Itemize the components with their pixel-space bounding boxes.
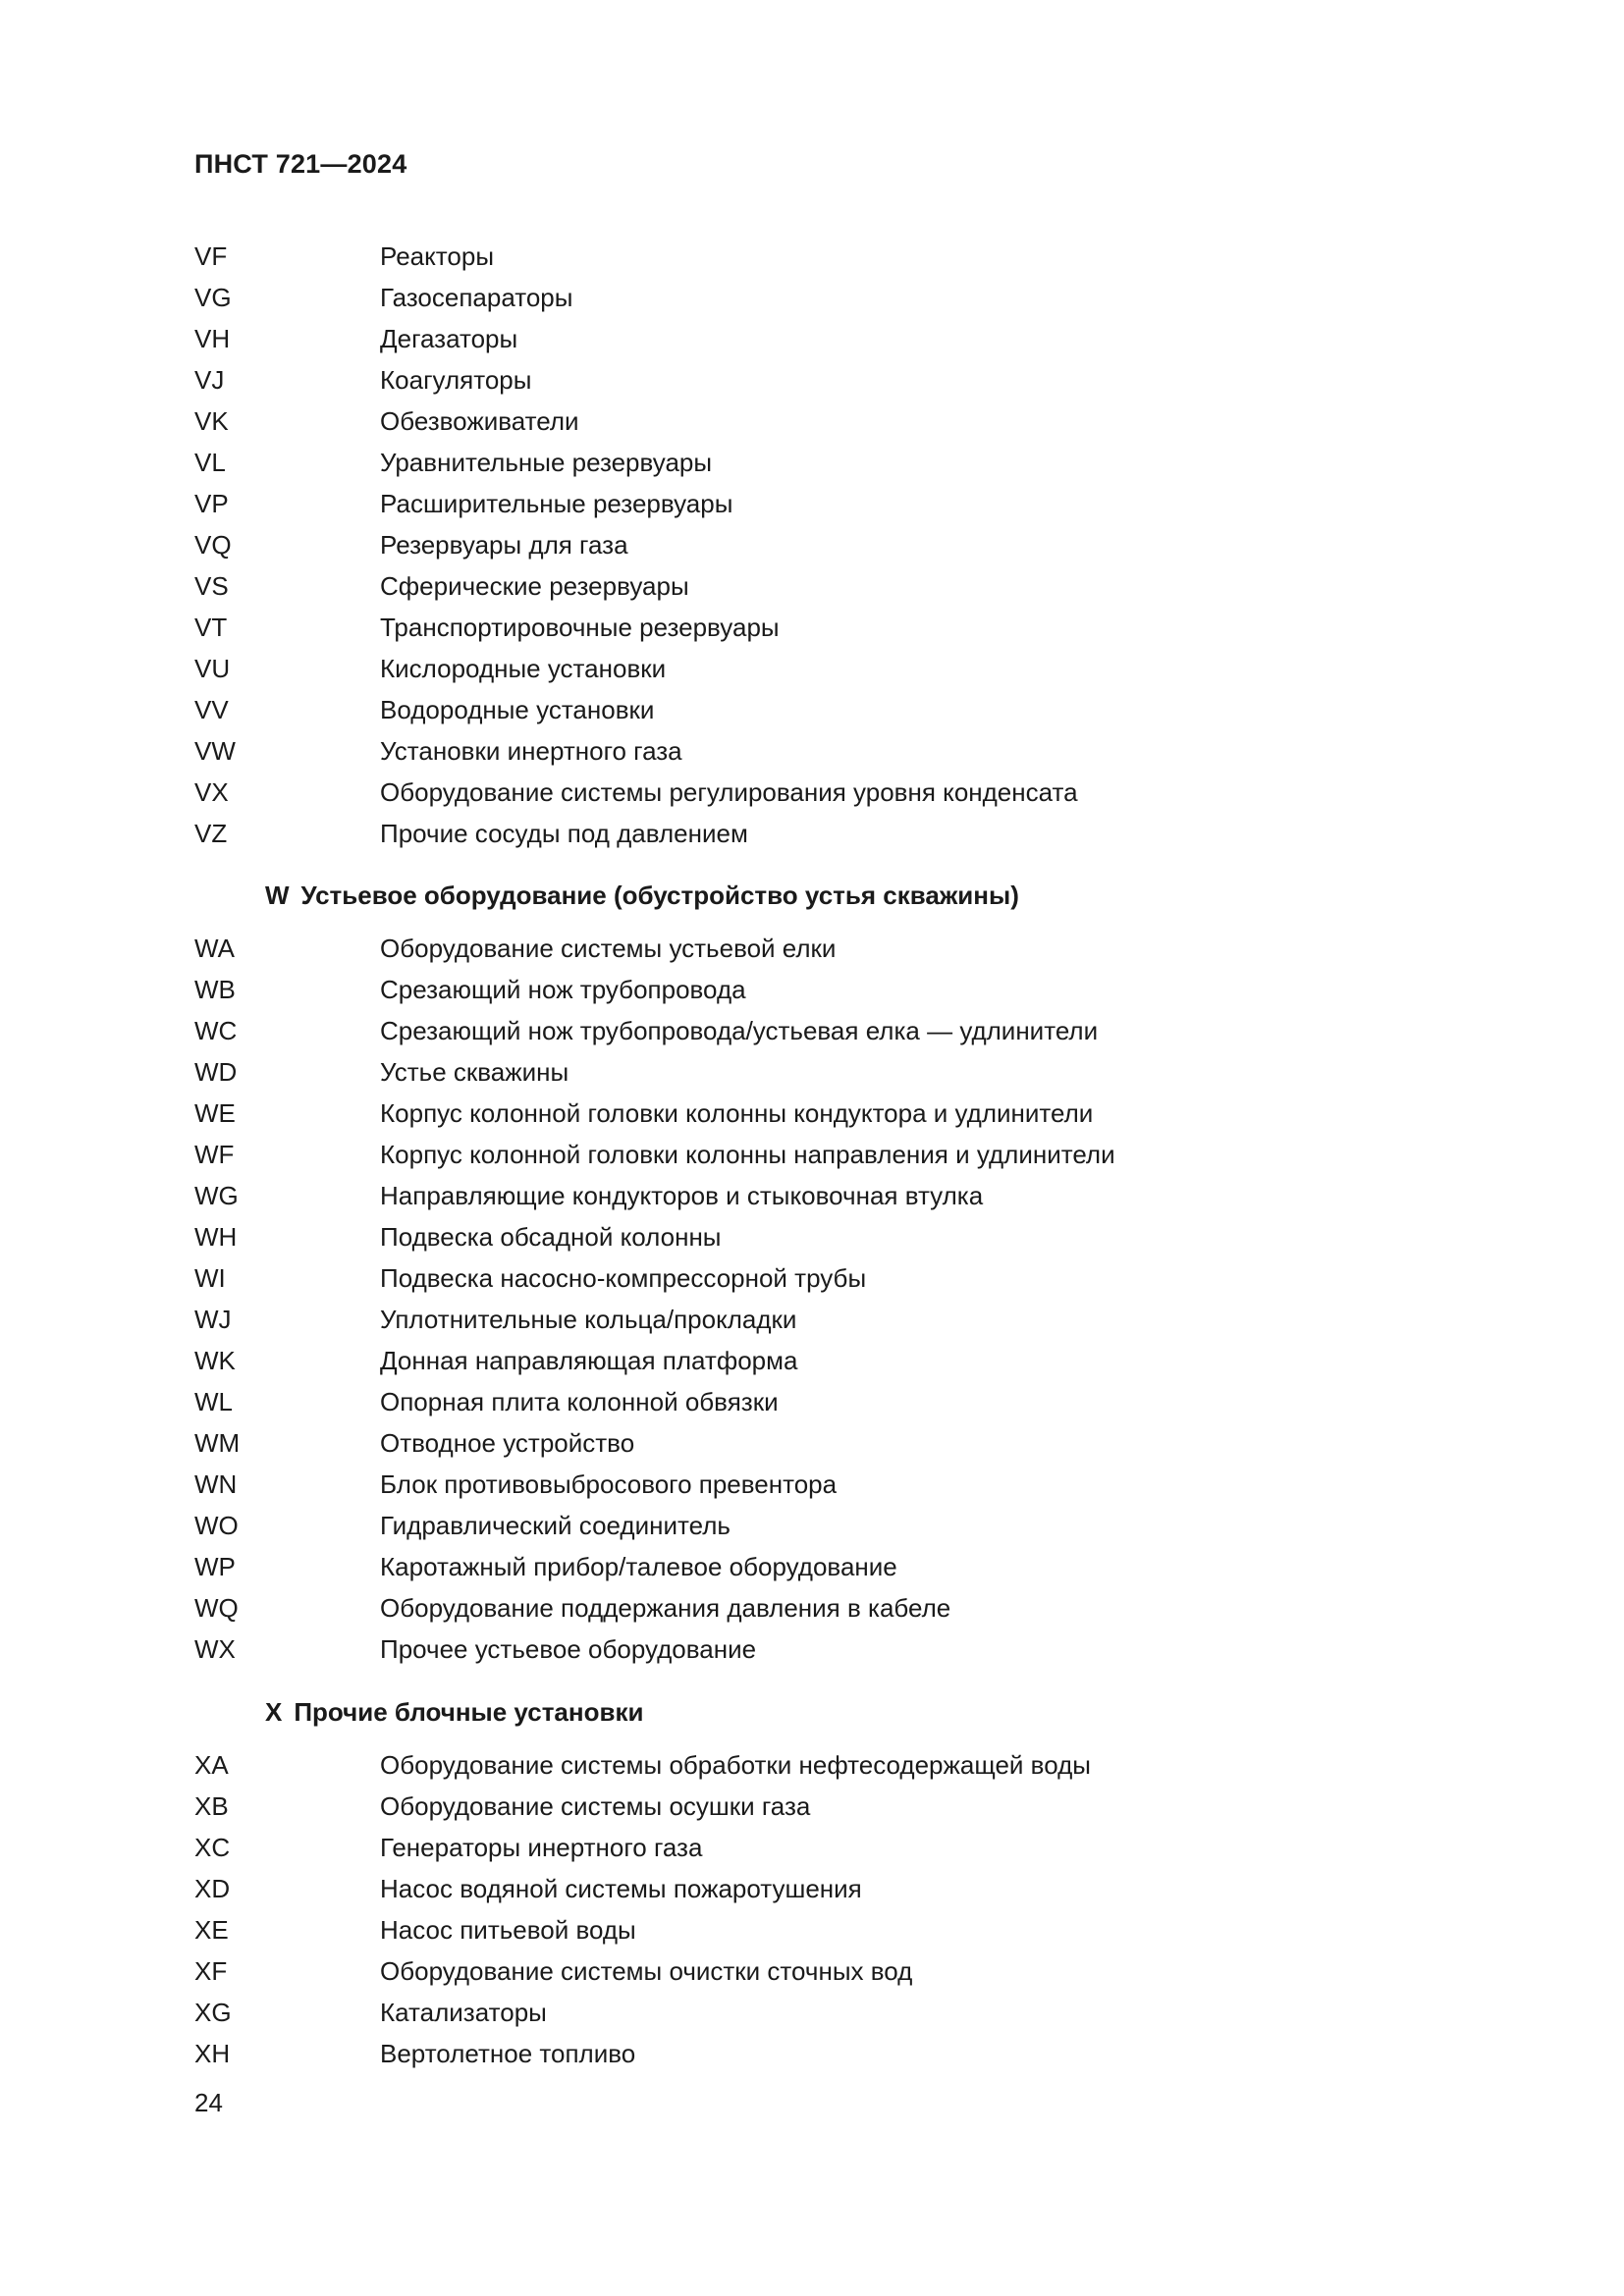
item-code: XB: [194, 1791, 229, 1821]
item-code: XG: [194, 1998, 232, 2027]
item-description: Прочее устьевое оборудование: [380, 1634, 757, 1664]
item-description: Срезающий нож трубопровода: [380, 975, 746, 1004]
item-code: XD: [194, 1874, 231, 1903]
section-x-heading: [265, 1697, 643, 1728]
item-description: Дегазаторы: [380, 324, 518, 353]
list-item: [194, 442, 1432, 483]
item-description: Расширительные резервуары: [380, 489, 733, 518]
list-item: [194, 1505, 1432, 1546]
item-code: WM: [194, 1428, 241, 1458]
item-description: Оборудование системы обработки нефтесодержащей воды: [380, 1750, 1091, 1780]
item-description: Подвеска обсадной колонны: [380, 1222, 722, 1252]
item-code: VL: [194, 448, 226, 477]
item-code: VW: [194, 736, 236, 766]
item-description: Отводное устройство: [380, 1428, 635, 1458]
list-item: [194, 1051, 1432, 1093]
section-w-heading: [265, 881, 1019, 911]
list-item: [194, 1786, 1432, 1827]
list-item: [194, 969, 1432, 1010]
item-description: Установки инертного газа: [380, 736, 682, 766]
item-description: Гидравлический соединитель: [380, 1511, 731, 1540]
list-item: [194, 1257, 1432, 1299]
list-item: [194, 359, 1432, 400]
item-code: WA: [194, 934, 235, 963]
list-item: [194, 1950, 1432, 1992]
item-code: VK: [194, 406, 229, 436]
item-code: WB: [194, 975, 236, 1004]
item-code: XA: [194, 1750, 229, 1780]
item-code: VT: [194, 613, 228, 642]
item-description: Генераторы инертного газа: [380, 1833, 703, 1862]
item-description: Водородные установки: [380, 695, 655, 724]
item-code: WI: [194, 1263, 226, 1293]
list-item: [194, 1422, 1432, 1464]
list-item: [194, 1909, 1432, 1950]
item-description: Насос водяной системы пожаротушения: [380, 1874, 862, 1903]
item-description: Подвеска насосно-компрессорной трубы: [380, 1263, 867, 1293]
section-v-list: [194, 236, 1432, 854]
list-item: [194, 772, 1432, 813]
item-code: VZ: [194, 819, 228, 848]
document-header: ПНСТ 721—2024: [194, 149, 407, 179]
section-x-list: [194, 1744, 1432, 2074]
item-description: Оборудование поддержания давления в кабеле: [380, 1593, 951, 1623]
list-item: [194, 524, 1432, 565]
item-description: Уплотнительные кольца/прокладки: [380, 1305, 797, 1334]
item-code: WK: [194, 1346, 236, 1375]
section-letter: X: [265, 1697, 283, 1727]
list-item: [194, 1175, 1432, 1216]
list-item: [194, 928, 1432, 969]
list-item: [194, 1744, 1432, 1786]
list-item: [194, 1546, 1432, 1587]
list-item: [194, 277, 1432, 318]
item-description: Устье скважины: [380, 1057, 569, 1087]
item-description: Донная направляющая платформа: [380, 1346, 798, 1375]
item-code: VQ: [194, 530, 232, 560]
item-code: WC: [194, 1016, 238, 1045]
item-code: WP: [194, 1552, 236, 1581]
list-item: [194, 483, 1432, 524]
item-code: VJ: [194, 365, 225, 395]
item-code: WH: [194, 1222, 238, 1252]
item-code: WX: [194, 1634, 236, 1664]
item-description: Корпус колонной головки колонны кондуктора и удлинители: [380, 1098, 1094, 1128]
item-description: Корпус колонной головки колонны направления и удлинители: [380, 1140, 1115, 1169]
item-description: Срезающий нож трубопровода/устьевая елка — удлинители: [380, 1016, 1099, 1045]
list-item: [194, 1340, 1432, 1381]
list-item: [194, 1464, 1432, 1505]
list-item: [194, 1629, 1432, 1670]
section-title: Устьевое оборудование (обустройство устья скважины): [300, 881, 1019, 910]
list-item: [194, 648, 1432, 689]
item-code: WN: [194, 1469, 238, 1499]
list-item: [194, 2033, 1432, 2074]
list-item: [194, 1868, 1432, 1909]
list-item: [194, 813, 1432, 854]
item-description: Газосепараторы: [380, 283, 573, 312]
item-description: Оборудование системы регулирования уровня конденсата: [380, 777, 1078, 807]
list-item: [194, 400, 1432, 442]
item-code: WG: [194, 1181, 239, 1210]
item-code: VF: [194, 241, 228, 271]
item-description: Опорная плита колонной обвязки: [380, 1387, 779, 1416]
item-description: Транспортировочные резервуары: [380, 613, 780, 642]
list-item: [194, 236, 1432, 277]
list-item: [194, 1299, 1432, 1340]
item-description: Оборудование системы очистки сточных вод: [380, 1956, 913, 1986]
section-letter: W: [265, 881, 290, 910]
item-description: Сферические резервуары: [380, 571, 689, 601]
item-code: XF: [194, 1956, 228, 1986]
item-description: Кислородные установки: [380, 654, 667, 683]
item-code: XE: [194, 1915, 229, 1945]
list-item: [194, 689, 1432, 730]
list-item: [194, 1134, 1432, 1175]
section-w-list: [194, 928, 1432, 1670]
item-code: WE: [194, 1098, 236, 1128]
item-description: Обезвоживатели: [380, 406, 579, 436]
item-code: XC: [194, 1833, 231, 1862]
item-description: Каротажный прибор/талевое оборудование: [380, 1552, 897, 1581]
list-item: [194, 607, 1432, 648]
item-code: WJ: [194, 1305, 232, 1334]
list-item: [194, 318, 1432, 359]
page-number: 24: [194, 2088, 223, 2117]
item-description: Коагуляторы: [380, 365, 532, 395]
list-item: [194, 565, 1432, 607]
item-code: WQ: [194, 1593, 239, 1623]
item-code: VV: [194, 695, 229, 724]
item-code: VG: [194, 283, 232, 312]
item-description: Катализаторы: [380, 1998, 547, 2027]
section-title: Прочие блочные установки: [294, 1697, 644, 1727]
item-description: Оборудование системы осушки газа: [380, 1791, 811, 1821]
item-code: VP: [194, 489, 229, 518]
list-item: [194, 1010, 1432, 1051]
item-code: VX: [194, 777, 229, 807]
list-item: [194, 730, 1432, 772]
list-item: [194, 1381, 1432, 1422]
item-description: Блок противовыбросового превентора: [380, 1469, 838, 1499]
item-code: WO: [194, 1511, 239, 1540]
list-item: [194, 1992, 1432, 2033]
list-item: [194, 1216, 1432, 1257]
item-description: Прочие сосуды под давлением: [380, 819, 748, 848]
item-code: VS: [194, 571, 229, 601]
item-description: Вертолетное топливо: [380, 2039, 636, 2068]
item-code: VH: [194, 324, 231, 353]
list-item: [194, 1093, 1432, 1134]
item-description: Резервуары для газа: [380, 530, 628, 560]
item-code: XH: [194, 2039, 231, 2068]
item-description: Оборудование системы устьевой елки: [380, 934, 837, 963]
item-code: WD: [194, 1057, 238, 1087]
item-code: WF: [194, 1140, 235, 1169]
item-code: WL: [194, 1387, 233, 1416]
list-item: [194, 1587, 1432, 1629]
item-description: Реакторы: [380, 241, 495, 271]
item-code: VU: [194, 654, 231, 683]
item-description: Уравнительные резервуары: [380, 448, 713, 477]
item-description: Насос питьевой воды: [380, 1915, 636, 1945]
item-description: Направляющие кондукторов и стыковочная втулка: [380, 1181, 984, 1210]
list-item: [194, 1827, 1432, 1868]
